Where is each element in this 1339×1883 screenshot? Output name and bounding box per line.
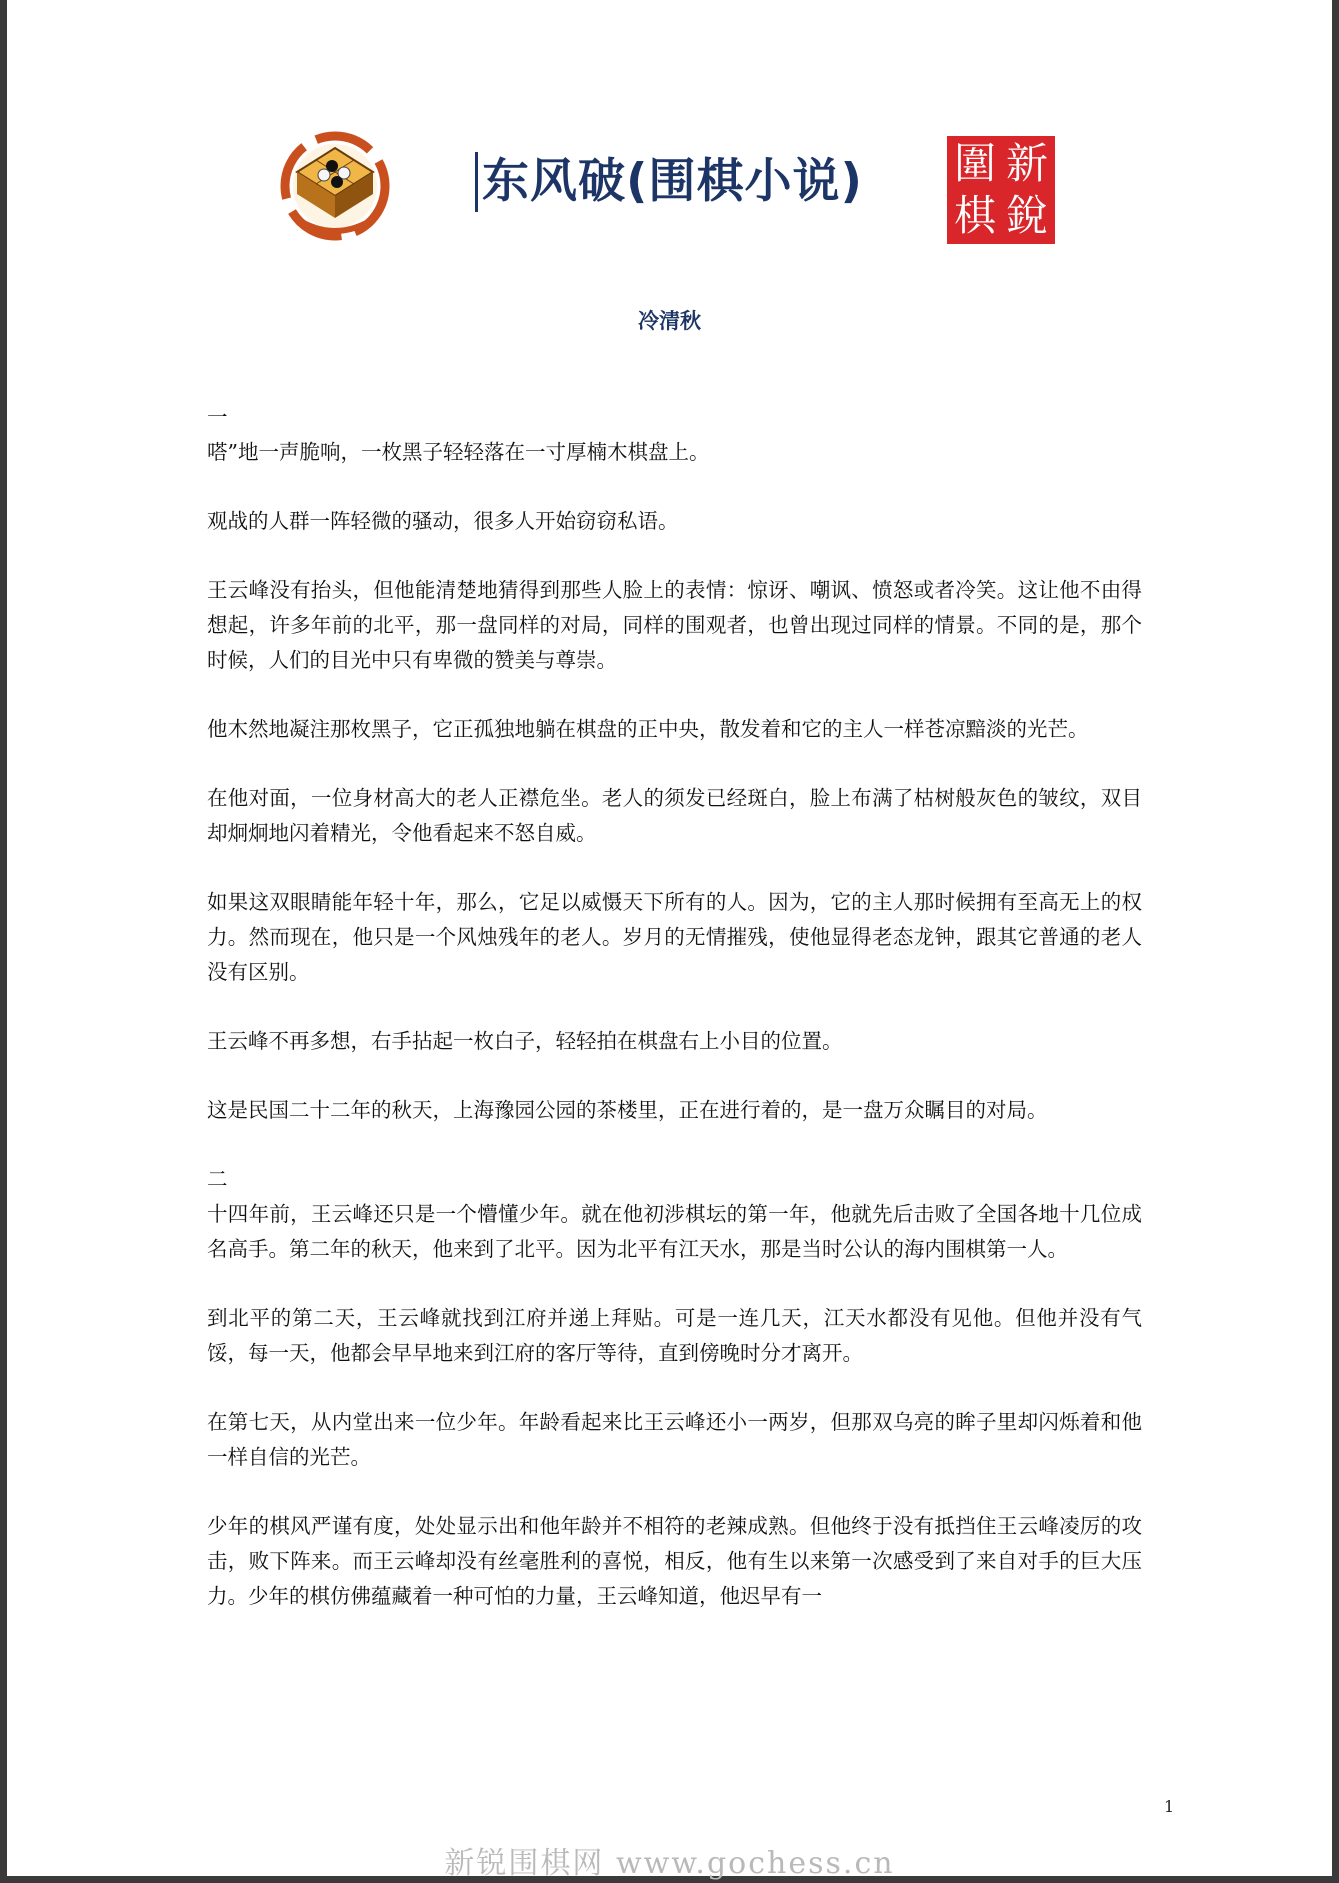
- document-title: 东风破(围棋小说): [475, 152, 863, 212]
- story-body: [207, 400, 1142, 1648]
- paragraph: 十四年前，王云峰还只是一个懵懂少年。就在他初涉棋坛的第一年，他就先后击败了全国各地十几位成名高手。第二年的秋天，他来到了北平。因为北平有江天水，那是当时公认的海内围棋第一人。: [207, 1202, 1142, 1261]
- author-name: 冷清秋: [638, 309, 701, 333]
- seal-char: 銳: [1005, 191, 1048, 240]
- footer-watermark: 新锐围棋网 www.gochess.cn: [444, 1846, 895, 1881]
- paragraph: 观战的人群一阵轻微的骚动，很多人开始窃窃私语。: [207, 509, 679, 533]
- paragraph: 嗒”地一声脆响，一枚黑子轻轻落在一寸厚楠木棋盘上。: [207, 440, 710, 464]
- page-header: [7, 120, 1332, 250]
- paragraph: 在第七天，从内堂出来一位少年。年龄看起来比王云峰还小一两岁，但那双乌亮的眸子里却闪烁着和他一样自信的光芒。: [207, 1410, 1142, 1469]
- paragraph: 在他对面，一位身材高大的老人正襟危坐。老人的须发已经斑白，脸上布满了枯树般灰色的皱纹，双目却炯炯地闪着精光，令他看起来不怒自威。: [207, 786, 1142, 845]
- section-number: 一: [207, 405, 228, 429]
- seal-logo: [947, 136, 1055, 244]
- paragraph: 少年的棋风严谨有度，处处显示出和他年龄并不相符的老辣成熟。但他终于没有抵挡住王云峰凌厉的攻击，败下阵来。而王云峰却没有丝毫胜利的喜悦，相反，他有生以来第一次感受到了来自对手的巨大压力。少年的棋仿佛蕴藏着一种可怕的力量，王云峰知道，他迟早有一: [207, 1514, 1142, 1608]
- section-number: 二: [207, 1167, 228, 1191]
- paragraph: 到北平的第二天，王云峰就找到江府并递上拜贴。可是一连几天，江天水都没有见他。但他并没有气馁，每一天，他都会早早地来到江府的客厅等待，直到傍晚时分才离开。: [207, 1306, 1142, 1365]
- page-number: 1: [1164, 1797, 1175, 1816]
- seal-char: 新: [1005, 139, 1048, 188]
- paragraph: 王云峰不再多想，右手拈起一枚白子，轻轻拍在棋盘右上小目的位置。: [207, 1029, 843, 1053]
- paragraph: 王云峰没有抬头，但他能清楚地猜得到那些人脸上的表情：惊讶、嘲讽、愤怒或者冷笑。这让他不由得想起，许多年前的北平，那一盘同样的对局，同样的围观者，也曾出现过同样的情景。不同的是，那个时候，人们的目光中只有卑微的赞美与尊崇。: [207, 578, 1142, 672]
- seal-char: 圍: [953, 139, 996, 188]
- paragraph: 如果这双眼睛能年轻十年，那么，它足以威慑天下所有的人。因为，它的主人那时候拥有至高无上的权力。然而现在，他只是一个风烛残年的老人。岁月的无情摧残，使他显得老态龙钟，跟其它普通的老人没有区别。: [207, 890, 1142, 984]
- paragraph: 这是民国二十二年的秋天，上海豫园公园的茶楼里，正在进行着的，是一盘万众瞩目的对局。: [207, 1098, 1048, 1122]
- document-page: [7, 0, 1332, 1876]
- paragraph: 他木然地凝注那枚黑子，它正孤独地躺在棋盘的正中央，散发着和它的主人一样苍凉黯淡的光芒。: [207, 717, 1089, 741]
- seal-char: 棋: [953, 191, 996, 240]
- go-board-logo-icon: [277, 126, 397, 246]
